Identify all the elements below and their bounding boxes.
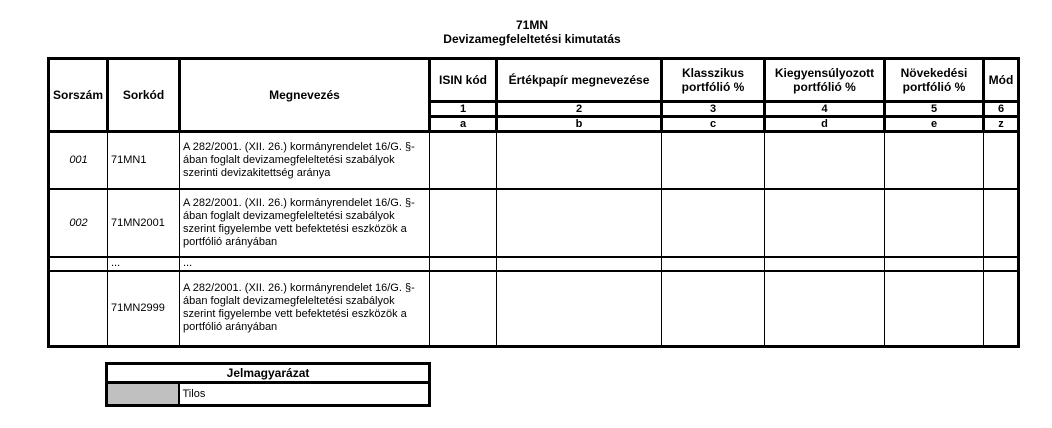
cell-sorszam: 001 bbox=[49, 132, 108, 189]
cell-sorkod: 71MN1 bbox=[108, 132, 180, 189]
col-letter: a bbox=[430, 117, 497, 132]
cell-isin bbox=[430, 271, 497, 347]
col-letter: e bbox=[885, 117, 984, 132]
report-code: 71MN bbox=[515, 18, 548, 32]
cell-megnevezes: A 282/2001. (XII. 26.) kormányrendelet 16/G. §-ában foglalt devizamegfeleltetési szabályok szerint figyelembe vett befektetési eszközök a portfólió arányában bbox=[180, 189, 430, 257]
col-header-sorszam: Sorszám bbox=[49, 59, 108, 132]
col-header-ertekpapir: Értékpapír megnevezése bbox=[497, 59, 662, 102]
cell-klasszikus bbox=[662, 257, 765, 271]
col-letter: z bbox=[984, 117, 1019, 132]
cell-novekedesi bbox=[885, 257, 984, 271]
cell-ertekpapir bbox=[497, 257, 662, 271]
col-header-novekedesi: Növekedési portfólió % bbox=[885, 59, 984, 102]
cell-sorszam bbox=[49, 257, 108, 271]
cell-mod bbox=[984, 257, 1019, 271]
table-row-2999 bbox=[49, 271, 1019, 347]
table-row-001 bbox=[49, 132, 1019, 189]
col-letter: c bbox=[662, 117, 765, 132]
col-letter: d bbox=[765, 117, 885, 132]
cell-novekedesi bbox=[885, 132, 984, 189]
report-subtitle: Devizamegfeleltetési kimutatás bbox=[443, 32, 621, 46]
legend-header-row bbox=[107, 364, 430, 383]
col-header-kiegyensulyozott: Kiegyensúlyozott portfólió % bbox=[765, 59, 885, 102]
cell-isin bbox=[430, 257, 497, 271]
cell-sorkod: ... bbox=[108, 257, 180, 271]
cell-ertekpapir bbox=[497, 271, 662, 347]
cell-ertekpapir bbox=[497, 189, 662, 257]
cell-sorszam bbox=[49, 271, 108, 347]
legend-table bbox=[105, 362, 431, 407]
table-row-002 bbox=[49, 189, 1019, 257]
cell-mod bbox=[984, 189, 1019, 257]
main-table bbox=[47, 57, 1020, 348]
col-number: 5 bbox=[885, 102, 984, 117]
col-number: 1 bbox=[430, 102, 497, 117]
legend-title: Jelmagyarázat bbox=[107, 364, 430, 383]
cell-klasszikus bbox=[662, 271, 765, 347]
cell-novekedesi bbox=[885, 189, 984, 257]
cell-mod bbox=[984, 271, 1019, 347]
col-number: 4 bbox=[765, 102, 885, 117]
cell-klasszikus bbox=[662, 189, 765, 257]
col-header-megnevezes: Megnevezés bbox=[180, 59, 430, 132]
cell-novekedesi bbox=[885, 271, 984, 347]
col-number: 3 bbox=[662, 102, 765, 117]
cell-ertekpapir-shaded bbox=[497, 132, 662, 189]
cell-kiegyensulyozott bbox=[765, 189, 885, 257]
legend-swatch-tilos bbox=[107, 383, 179, 406]
col-header-mod: Mód bbox=[984, 59, 1019, 102]
legend-item-row bbox=[107, 383, 430, 406]
col-header-klasszikus: Klasszikus portfólió % bbox=[662, 59, 765, 102]
table-row-ellipsis bbox=[49, 257, 1019, 271]
col-number: 6 bbox=[984, 102, 1019, 117]
cell-isin-shaded bbox=[430, 132, 497, 189]
cell-megnevezes: ... bbox=[180, 257, 430, 271]
col-header-sorkod: Sorkód bbox=[108, 59, 180, 132]
report-title bbox=[47, 18, 1017, 46]
cell-kiegyensulyozott bbox=[765, 257, 885, 271]
col-letter: b bbox=[497, 117, 662, 132]
header-row-labels bbox=[49, 59, 1019, 102]
cell-kiegyensulyozott bbox=[765, 271, 885, 347]
cell-sorkod: 71MN2001 bbox=[108, 189, 180, 257]
cell-megnevezes: A 282/2001. (XII. 26.) kormányrendelet 16/G. §-ában foglalt devizamegfeleltetési szabályok szerinti devizakitettség aránya bbox=[180, 132, 430, 189]
cell-sorszam: 002 bbox=[49, 189, 108, 257]
col-header-isin: ISIN kód bbox=[430, 59, 497, 102]
legend-item-label: Tilos bbox=[179, 383, 430, 406]
cell-sorkod: 71MN2999 bbox=[108, 271, 180, 347]
cell-isin bbox=[430, 189, 497, 257]
cell-klasszikus bbox=[662, 132, 765, 189]
col-number: 2 bbox=[497, 102, 662, 117]
cell-megnevezes: A 282/2001. (XII. 26.) kormányrendelet 16/G. §-ában foglalt devizamegfeleltetési szabályok szerint figyelembe vett befektetési eszközök a portfólió arányában bbox=[180, 271, 430, 347]
cell-mod bbox=[984, 132, 1019, 189]
cell-kiegyensulyozott bbox=[765, 132, 885, 189]
